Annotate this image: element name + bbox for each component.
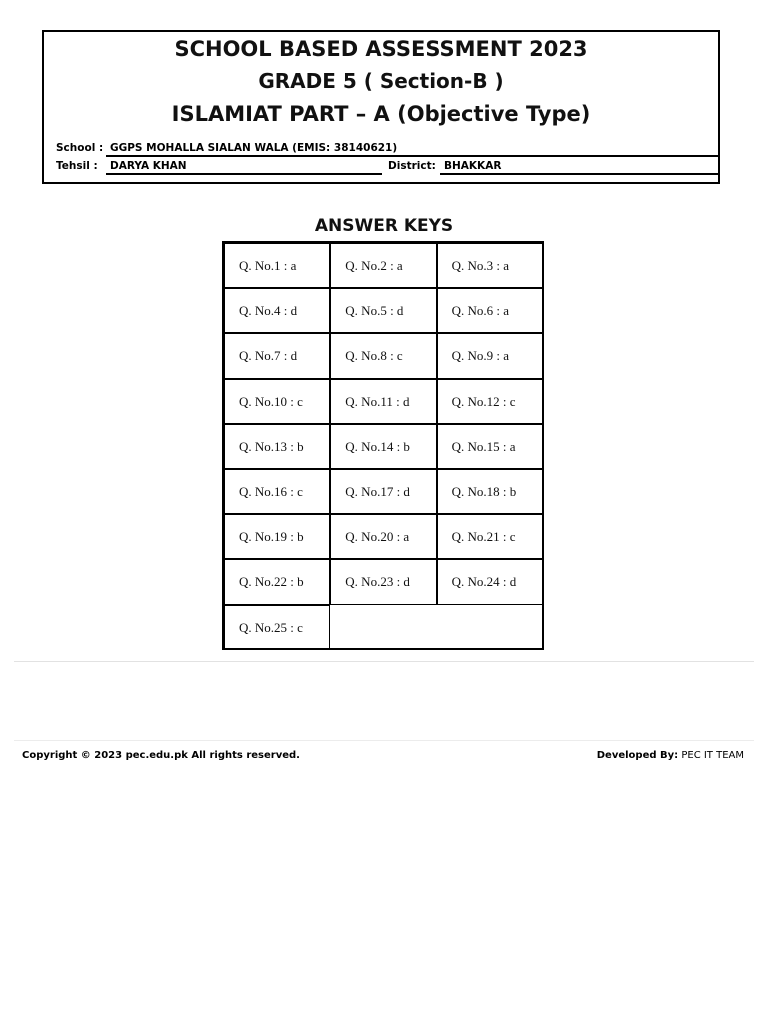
- answer-key-cell: Q. No.13 : b: [224, 424, 330, 469]
- answer-key-cell: Q. No.4 : d: [224, 288, 330, 333]
- answer-key-cell: Q. No.9 : a: [437, 333, 543, 378]
- developed-by-value: PEC IT TEAM: [681, 750, 744, 761]
- answer-key-cell: Q. No.16 : c: [224, 469, 330, 514]
- school-value: GGPS MOHALLA SIALAN WALA (EMIS: 38140621): [106, 142, 718, 157]
- answer-key-cell: Q. No.23 : d: [330, 559, 436, 604]
- divider: [14, 661, 754, 662]
- answer-key-cell: Q. No.12 : c: [437, 379, 543, 424]
- district-label: District:: [388, 160, 436, 172]
- grade-title: GRADE 5 ( Section-B ): [258, 69, 504, 93]
- answer-key-cell: Q. No.18 : b: [437, 469, 543, 514]
- school-label: School :: [56, 142, 104, 154]
- answer-key-cell: Q. No.15 : a: [437, 424, 543, 469]
- answer-key-cell: Q. No.20 : a: [330, 514, 436, 559]
- developed-by: [597, 750, 744, 761]
- answer-key-cell: Q. No.25 : c: [224, 605, 330, 650]
- answer-key-cell: Q. No.5 : d: [330, 288, 436, 333]
- answer-key-cell: Q. No.2 : a: [330, 243, 436, 288]
- answer-key-grid: [222, 241, 544, 650]
- header-box: [42, 30, 720, 184]
- tehsil-label: Tehsil :: [56, 160, 98, 172]
- answer-key-cell: Q. No.6 : a: [437, 288, 543, 333]
- answer-keys-title: ANSWER KEYS: [314, 216, 454, 236]
- answer-key-cell: Q. No.21 : c: [437, 514, 543, 559]
- answer-key-cell: Q. No.8 : c: [330, 333, 436, 378]
- subject-title: ISLAMIAT PART – A (Objective Type): [171, 102, 591, 126]
- answer-key-cell: Q. No.10 : c: [224, 379, 330, 424]
- answer-key-cell: Q. No.11 : d: [330, 379, 436, 424]
- answer-key-cell: Q. No.22 : b: [224, 559, 330, 604]
- copyright-text: Copyright © 2023 pec.edu.pk All rights reserved.: [22, 750, 300, 761]
- answer-key-cell: Q. No.3 : a: [437, 243, 543, 288]
- answer-key-cell: Q. No.24 : d: [437, 559, 543, 604]
- divider: [14, 740, 754, 741]
- district-value: BHAKKAR: [440, 160, 718, 175]
- answer-key-cell: Q. No.19 : b: [224, 514, 330, 559]
- answer-key-cell: Q. No.7 : d: [224, 333, 330, 378]
- assessment-title: SCHOOL BASED ASSESSMENT 2023: [174, 37, 588, 61]
- answer-key-cell: Q. No.14 : b: [330, 424, 436, 469]
- answer-key-cell: Q. No.17 : d: [330, 469, 436, 514]
- answer-key-cell: Q. No.1 : a: [224, 243, 330, 288]
- developed-by-label: Developed By:: [596, 750, 679, 761]
- tehsil-value: DARYA KHAN: [106, 160, 382, 175]
